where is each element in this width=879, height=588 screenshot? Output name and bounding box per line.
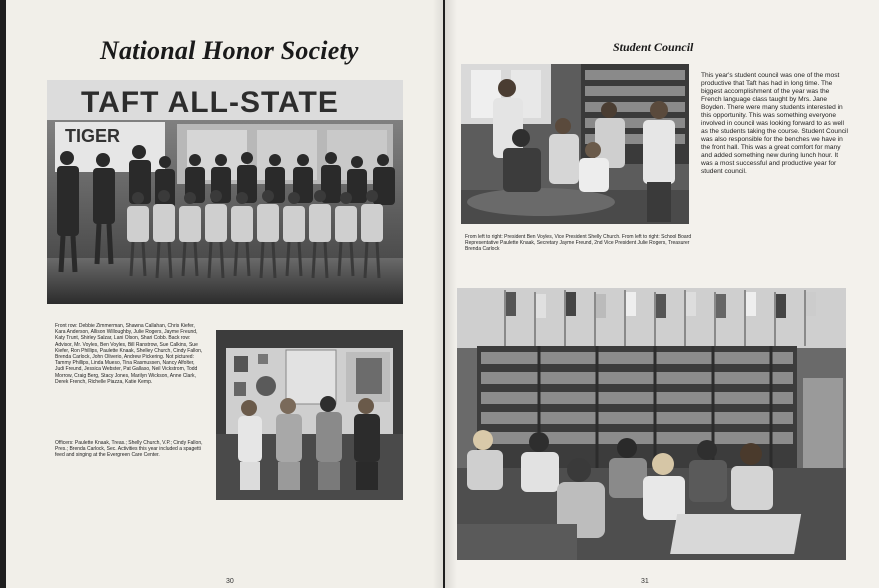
page-number: 30 — [226, 578, 234, 585]
page-title: National Honor Society — [100, 36, 359, 65]
classroom-photo — [457, 288, 846, 560]
left-page — [6, 0, 443, 588]
council-caption: From left to right: President Ben Voyles, Vice President Shelly Church. From left to right: School Board Representative Paulette Knaak, Secretary Jayme Freund, 2nd Vice President Julie Rogers, Treasurer Brenda Carlock — [465, 234, 692, 253]
officers-photo-image — [216, 330, 403, 500]
student-council-photo — [461, 64, 689, 224]
group-photo-image — [47, 80, 403, 304]
tiger-sign-text: TIGER — [65, 126, 121, 146]
group-photo-caption: Front row: Debbie Zimmerman, Shawna Callahan, Chris Kiefer, Kara Anderson, Allison Willoughby, Julie Rogers, Jayme Freund, Katy Trunt, Shirley Salzar, Lani Olson, Shari Cobb. Back row: Advisor, Mr. Voyles, Ben Voyles, Bill Ranstrow, Sue Calkins, Sue Kiefer, Ron Phillips, Paulette Knaak, Shelley Church, Cindy Fallon, Brenda Carlock, John Oliverio, Andrew Pickering. Not pictured: Tammy Phillips, Linda Mueso, Tina Rasmussen, Nancy Alfolter, Judi Freund, Jessica Webster, Pat Gallaso, Neil Vickstrom, Todd Morrow, Craig Berg, Stacy Jones, Marilyn Wickson, Anne Clark, Derek French, Richelle Piazza, Katie Kemp. — [55, 323, 203, 385]
student-council-article: This year's student council was one of the most productive that Taft has had in long time. The biggest accomplishment of the year was the French language class taught by Mrs. Jane Boyden. There were many students interested in this opportunity. This was something everyone involved in council was looking forward to as well as the students taking the course. Student Council was also responsible for the benches we have in the front hall. This was a great comfort for many and added something new during lunch hour. It was a most successful and productive year for student council. — [701, 72, 848, 175]
student-council-photo-image — [461, 64, 689, 224]
banner-text: TAFT ALL-STATE — [81, 86, 339, 119]
honor-society-group-photo — [47, 80, 403, 304]
page-number: 31 — [641, 578, 649, 585]
classroom-photo-image — [457, 288, 846, 560]
officers-photo — [216, 330, 403, 500]
right-page — [445, 0, 879, 588]
officers-caption: Officers: Paulette Knaak, Treas.; Shelly Church, V.P.; Cindy Fallon, Pres.; Brenda Carlock, Sec. Activities this year included a spagetti feed and singing at the Evergreen Care Center. — [55, 440, 203, 459]
section-title: Student Council — [613, 40, 694, 54]
